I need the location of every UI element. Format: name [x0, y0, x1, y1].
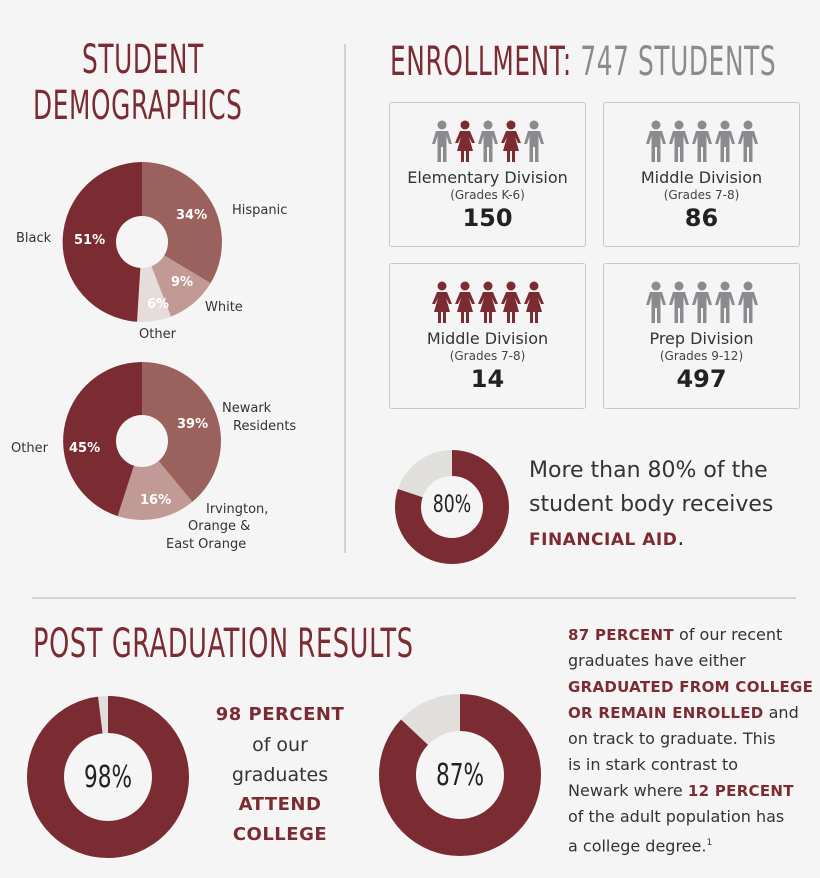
girl-icon: [500, 120, 522, 164]
completion-line-6: is in stark contrast to: [568, 755, 739, 774]
pct-irvington: 16%: [140, 493, 172, 508]
division-count: 14: [470, 365, 505, 393]
girl-icon: [431, 281, 453, 325]
demographics-title-line2: DEMOGRAPHICS: [33, 83, 243, 129]
figure-row: [604, 281, 799, 325]
vertical-divider: [344, 44, 346, 553]
completion-hl-87: 87 PERCENT: [568, 626, 674, 644]
label-other: Other: [139, 327, 176, 342]
girl-icon: [500, 281, 522, 325]
completion-hl-12: 12 PERCENT: [687, 782, 794, 800]
completion-line-4: [568, 700, 820, 726]
college-completion-text: [568, 622, 820, 859]
boy-icon: [477, 120, 499, 164]
label-hispanic: Hispanic: [232, 203, 288, 218]
label-newark-line1: Newark: [222, 401, 272, 416]
attend-line-3: graduates: [231, 764, 329, 786]
aid-trailing: .: [677, 526, 685, 551]
completion-line-9: [568, 830, 820, 859]
pct-hispanic: 34%: [176, 208, 208, 223]
completion-t6: Newark where: [568, 781, 688, 800]
completion-t1: of our recent: [673, 625, 783, 644]
division-grades: (Grades 7-8): [663, 188, 740, 202]
division-card-middle-girls: [389, 263, 586, 409]
completion-line-1: [568, 622, 820, 648]
enrollment-title-label: ENROLLMENT:: [390, 39, 572, 85]
figure-row: [390, 281, 585, 325]
financial-aid-text: [529, 454, 819, 557]
enrollment-total: 747 STUDENTS: [580, 39, 777, 85]
boy-icon: [645, 120, 667, 164]
girl-icon: [523, 281, 545, 325]
division-card-prep: [603, 263, 800, 409]
label-other-residence: Other: [11, 441, 48, 456]
boy-icon: [645, 281, 667, 325]
aid-line1: More than 80% of the: [529, 458, 768, 483]
post-graduation-title: POST GRADUATION RESULTS: [33, 621, 414, 667]
aid-line2: student body receives: [529, 492, 774, 517]
pct-other: 6%: [147, 297, 170, 312]
division-count: 86: [684, 204, 719, 232]
pct-newark: 39%: [177, 417, 209, 432]
label-irvington-line1: Irvington,: [206, 502, 269, 517]
boy-icon: [431, 120, 453, 164]
division-count: 150: [462, 204, 513, 232]
boy-icon: [714, 281, 736, 325]
attend-line-2: of our: [252, 734, 308, 756]
boy-icon: [714, 120, 736, 164]
division-count: 497: [676, 365, 727, 393]
pct-black: 51%: [74, 233, 106, 248]
label-black: Black: [16, 231, 52, 246]
attend-college-percent: 98%: [83, 760, 133, 795]
boy-icon: [737, 120, 759, 164]
college-completion-percent: 87%: [435, 758, 485, 793]
attend-hl-4: ATTEND: [238, 794, 322, 815]
attend-college-text: [200, 700, 360, 850]
boy-icon: [691, 281, 713, 325]
completion-line-5: on track to graduate. This: [568, 729, 776, 748]
footnote-marker: 1: [706, 838, 713, 848]
attend-hl-1: 98 PERCENT: [215, 704, 345, 725]
boy-icon: [691, 120, 713, 164]
division-card-elementary: [389, 102, 586, 247]
label-irvington-line3: East Orange: [166, 537, 247, 552]
label-white: White: [205, 300, 243, 315]
division-grades: (Grades 7-8): [449, 349, 526, 363]
boy-icon: [668, 281, 690, 325]
financial-aid-percent: 80%: [432, 490, 472, 518]
division-grades: (Grades 9-12): [659, 349, 744, 363]
completion-t3: and: [763, 703, 799, 722]
girl-icon: [454, 120, 476, 164]
boy-icon: [668, 120, 690, 164]
label-irvington-line2: Orange &: [188, 519, 251, 534]
demographics-title-line1: STUDENT: [82, 37, 204, 83]
division-grades: (Grades K-6): [450, 188, 525, 202]
completion-line-8: of the adult population has: [568, 807, 785, 826]
division-card-middle-boys: [603, 102, 800, 247]
boy-icon: [523, 120, 545, 164]
horizontal-divider: [32, 597, 796, 599]
figure-row: [390, 120, 585, 164]
division-name: Prep Division: [649, 329, 754, 348]
completion-hl-enrolled: OR REMAIN ENROLLED: [568, 704, 764, 722]
demographics-section: [0, 0, 340, 590]
division-name: Middle Division: [640, 168, 763, 187]
attend-hl-5: COLLEGE: [232, 824, 328, 845]
boy-icon: [737, 281, 759, 325]
girl-icon: [477, 281, 499, 325]
aid-line3: [529, 522, 819, 557]
completion-t8: a college degree.: [568, 836, 707, 856]
completion-line-2: graduates have either: [568, 651, 746, 670]
pct-other-residence: 45%: [69, 441, 101, 456]
enrollment-title: [390, 39, 777, 85]
pct-white: 9%: [171, 275, 194, 290]
division-name: Elementary Division: [407, 168, 568, 187]
completion-line-7: [568, 778, 820, 804]
figure-row: [604, 120, 799, 164]
girl-icon: [454, 281, 476, 325]
financial-aid-highlight: FINANCIAL AID: [529, 530, 678, 550]
label-newark-line2: Residents: [233, 419, 297, 434]
completion-hl-graduated: GRADUATED FROM COLLEGE: [568, 678, 814, 696]
division-name: Middle Division: [426, 329, 549, 348]
